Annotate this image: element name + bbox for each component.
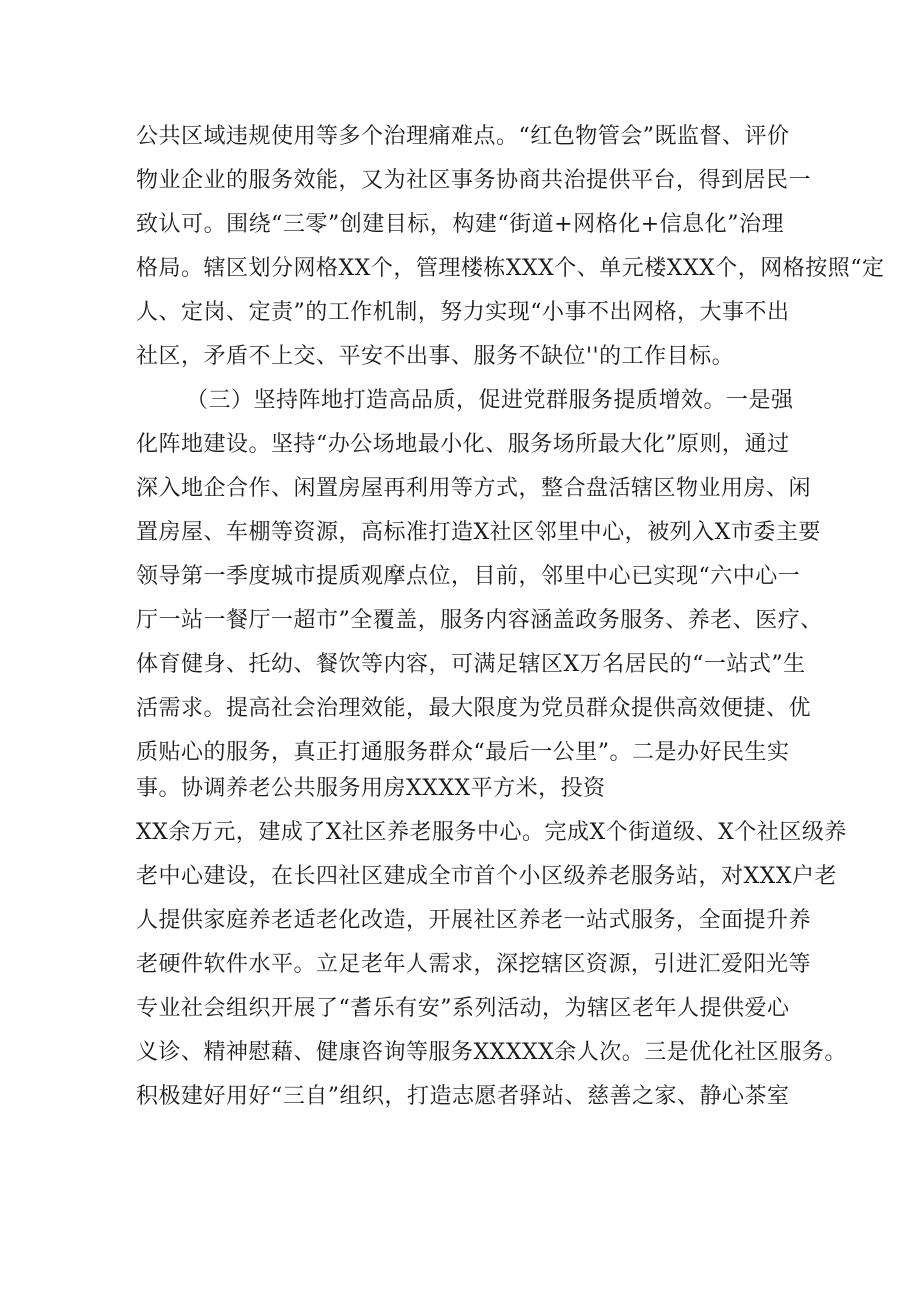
text-line: 社区，矛盾不上交、平安不出事、服务不缺位''的工作目标。 — [136, 344, 735, 369]
text-line: 体育健身、托幼、餐饮等内容，可满足辖区X万名居民的“一站式”生 — [136, 652, 806, 677]
text-line: 事。协调养老公共服务用房XXXX平方米，投资 — [136, 776, 606, 801]
text-line: 置房屋、车棚等资源，高标准打造X社区邻里中心，被列入X市委主要 — [136, 520, 821, 545]
text-line: 化阵地建设。坚持“办公场地最小化、服务场所最大化”原则，通过 — [136, 432, 790, 457]
text-line: 领导第一季度城市提质观摩点位，目前，邻里中心已实现“六中心一 — [136, 564, 801, 589]
text-line: XX余万元，建成了X社区养老服务中心。完成X个街道级、X个社区级养 — [136, 820, 847, 845]
text-line: 厅一站一餐厅一超市”全覆盖，服务内容涵盖政务服务、养老、医疗、 — [136, 608, 823, 633]
text-line: 活需求。提高社会治理效能，最大限度为党员群众提供高效便捷、优 — [136, 696, 812, 721]
text-line: 积极建好用好“三自”组织，打造志愿者驿站、慈善之家、静心茶室 — [136, 1084, 790, 1109]
text-line: 致认可。围绕“三零”创建目标，构建“街道+网格化+信息化”治理 — [136, 212, 784, 237]
text-line: 格局。辖区划分网格XX个，管理楼栋XXX个、单元楼XXX个，网格按照“定 — [136, 256, 885, 281]
text-line: 老中心建设，在长四社区建成全市首个小区级养老服务站，对XXX户老 — [136, 864, 837, 889]
section-heading-line: （三）坚持阵地打造高品质，促进党群服务提质增效。一是强 — [186, 388, 794, 413]
text-line: 公共区域违规使用等多个治理痛难点。“红色物管会”既监督、评价 — [136, 124, 790, 149]
text-line: 专业社会组织开展了“耆乐有安”系列活动，为辖区老年人提供爱心 — [136, 996, 790, 1021]
text-line: 老硬件软件水平。立足老年人需求，深挖辖区资源，引进汇爱阳光等 — [136, 952, 812, 977]
text-line: 人、定岗、定责”的工作机制，努力实现“小事不出网格，大事不出 — [136, 300, 790, 325]
text-line: 人提供家庭养老适老化改造，开展社区养老一站式服务，全面提升养 — [136, 908, 812, 933]
text-line: 深入地企合作、闲置房屋再利用等方式，整合盘活辖区物业用房、闲 — [136, 476, 812, 501]
text-line: 物业企业的服务效能，又为社区事务协商共治提供平台，得到居民一 — [136, 168, 812, 193]
text-line: 义诊、精神慰藉、健康咨询等服务XXXXX余人次。三是优化社区服务。 — [136, 1040, 847, 1065]
text-line: 质贴心的服务，真正打通服务群众“最后一公里”。二是办好民生实 — [136, 740, 790, 765]
